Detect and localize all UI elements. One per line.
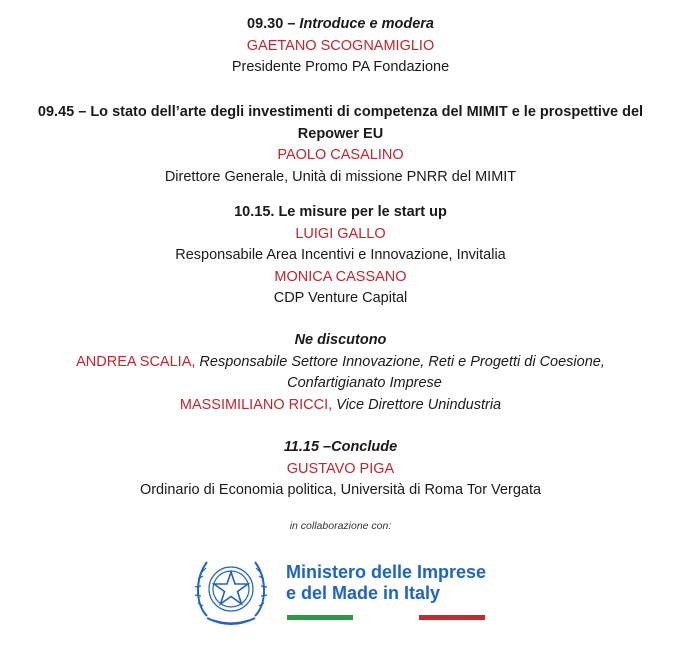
speaker-role: CDP Venture Capital [273, 290, 408, 306]
ministry-name-line1: Ministero delle Imprese [286, 562, 487, 582]
item-title: Introduce e modera [299, 16, 434, 32]
agenda-item-opening [0, 14, 681, 79]
speaker-role: Direttore Generale, Unità di missione PNRR del MIMIT [164, 168, 517, 185]
speaker-role: Responsabile Area Incentivi e Innovazione, Invitalia [175, 247, 506, 263]
item-title: 10.15. Le misure per le start up [234, 204, 447, 220]
speaker-role: Presidente Promo PA Fondazione [231, 59, 450, 75]
ministry-name-line2: e del Made in Italy [286, 583, 441, 603]
speaker-role: Ordinario di Economia politica, Università di Roma Tor Vergata [139, 482, 542, 498]
collaboration-label: in collaborazione con: [289, 520, 392, 532]
speaker-name: ANDREA SCALIA, [76, 353, 196, 370]
agenda-item-mimit-investments [0, 102, 681, 188]
speaker-role-continued: Confartigianato Imprese [287, 375, 442, 391]
agenda-item-startup-measures [0, 202, 681, 310]
speaker-name: GAETANO SCOGNAMIGLIO [246, 37, 435, 54]
item-title: 09.45 – Lo stato dell’arte degli investimenti di competenza del MIMIT e le prospettive del [37, 104, 644, 120]
agenda-item-discussion [0, 330, 681, 416]
agenda-item-closing [0, 437, 681, 502]
flag-red-bar [419, 615, 485, 620]
speaker-name: MONICA CASSANO [274, 268, 407, 285]
item-time: 09.30 – [247, 16, 296, 32]
item-title: Ne discutono [294, 332, 387, 348]
item-title: 11.15 –Conclude [283, 439, 398, 455]
speaker-name: LUIGI GALLO [295, 225, 386, 242]
ministry-name [286, 562, 486, 604]
item-title-continued: Repower EU [297, 125, 384, 142]
speaker-name: PAOLO CASALINO [277, 147, 404, 163]
italian-republic-emblem-icon [193, 546, 269, 630]
speaker-role: Responsabile Settore Innovazione, Reti e Progetti di Coesione, [199, 353, 605, 370]
flag-green-bar [287, 615, 353, 620]
speaker-name: GUSTAVO PIGA [286, 460, 395, 477]
speaker-name: MASSIMILIANO RICCI, [179, 396, 333, 413]
speaker-role: Vice Direttore Unindustria [336, 396, 502, 413]
